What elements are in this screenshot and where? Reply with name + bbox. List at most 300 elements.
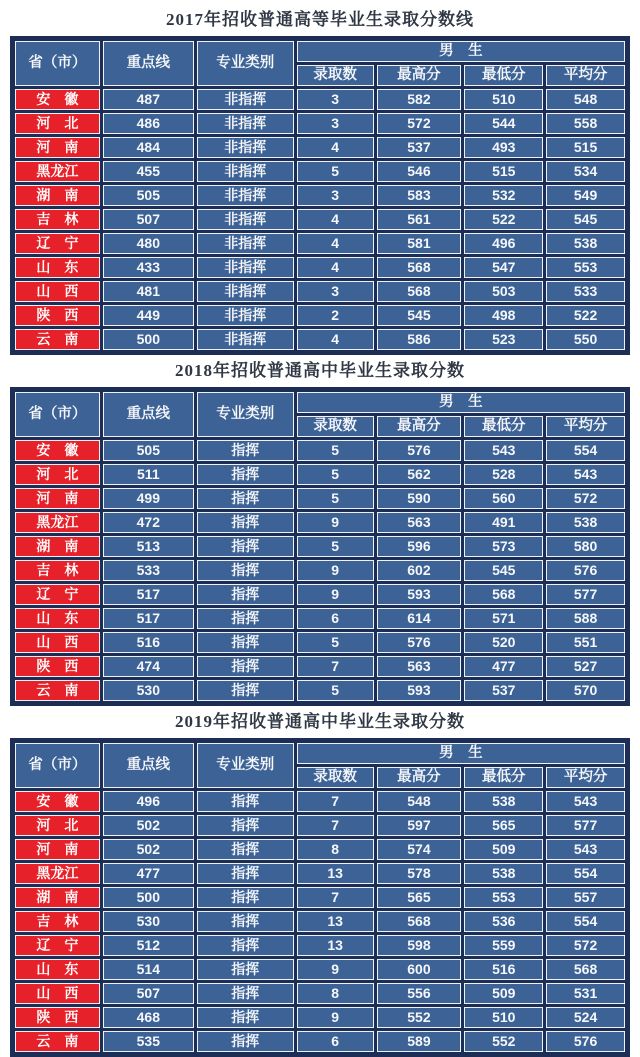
header-max-score: 最高分 xyxy=(377,767,462,788)
max-score-cell: 578 xyxy=(377,863,462,884)
max-score-cell: 602 xyxy=(377,560,462,581)
min-score-cell: 509 xyxy=(464,983,543,1004)
header-key-line: 重点线 xyxy=(103,743,194,788)
score-section-2019 xyxy=(0,711,640,1057)
admit-count-cell: 5 xyxy=(297,680,374,701)
min-score-cell: 532 xyxy=(464,185,543,206)
table-row xyxy=(15,305,625,326)
max-score-cell: 568 xyxy=(377,257,462,278)
min-score-cell: 498 xyxy=(464,305,543,326)
province-cell: 陕 西 xyxy=(15,305,100,326)
avg-score-cell: 534 xyxy=(546,161,625,182)
table-row xyxy=(15,911,625,932)
max-score-cell: 563 xyxy=(377,656,462,677)
table-row xyxy=(15,863,625,884)
max-score-cell: 581 xyxy=(377,233,462,254)
major-type-cell: 指挥 xyxy=(197,488,294,509)
key-line-cell: 530 xyxy=(103,911,194,932)
avg-score-cell: 545 xyxy=(546,209,625,230)
table-row xyxy=(15,161,625,182)
major-type-cell: 指挥 xyxy=(197,839,294,860)
table-row xyxy=(15,815,625,836)
admit-count-cell: 13 xyxy=(297,935,374,956)
province-cell: 山 西 xyxy=(15,632,100,653)
province-cell: 黑龙江 xyxy=(15,863,100,884)
table-row xyxy=(15,440,625,461)
admit-count-cell: 7 xyxy=(297,815,374,836)
province-cell: 河 南 xyxy=(15,488,100,509)
table-body xyxy=(15,440,625,701)
key-line-cell: 535 xyxy=(103,1031,194,1052)
province-cell: 河 北 xyxy=(15,113,100,134)
header-major-type: 专业类别 xyxy=(197,41,294,86)
min-score-cell: 510 xyxy=(464,89,543,110)
min-score-cell: 565 xyxy=(464,815,543,836)
key-line-cell: 487 xyxy=(103,89,194,110)
table-row xyxy=(15,632,625,653)
min-score-cell: 510 xyxy=(464,1007,543,1028)
province-cell: 云 南 xyxy=(15,680,100,701)
avg-score-cell: 550 xyxy=(546,329,625,350)
table-row xyxy=(15,488,625,509)
min-score-cell: 560 xyxy=(464,488,543,509)
key-line-cell: 502 xyxy=(103,839,194,860)
admit-count-cell: 5 xyxy=(297,464,374,485)
major-type-cell: 指挥 xyxy=(197,536,294,557)
major-type-cell: 非指挥 xyxy=(197,113,294,134)
major-type-cell: 非指挥 xyxy=(197,305,294,326)
max-score-cell: 583 xyxy=(377,185,462,206)
avg-score-cell: 576 xyxy=(546,560,625,581)
table-row xyxy=(15,887,625,908)
avg-score-cell: 570 xyxy=(546,680,625,701)
header-province: 省（市） xyxy=(15,41,100,86)
header-province: 省（市） xyxy=(15,743,100,788)
table-row xyxy=(15,137,625,158)
avg-score-cell: 580 xyxy=(546,536,625,557)
major-type-cell: 指挥 xyxy=(197,815,294,836)
max-score-cell: 552 xyxy=(377,1007,462,1028)
min-score-cell: 545 xyxy=(464,560,543,581)
admit-count-cell: 5 xyxy=(297,632,374,653)
admit-count-cell: 13 xyxy=(297,911,374,932)
province-cell: 山 东 xyxy=(15,608,100,629)
min-score-cell: 496 xyxy=(464,233,543,254)
admit-count-cell: 9 xyxy=(297,1007,374,1028)
admit-count-cell: 3 xyxy=(297,185,374,206)
major-type-cell: 指挥 xyxy=(197,464,294,485)
header-min-score: 最低分 xyxy=(464,65,543,86)
avg-score-cell: 527 xyxy=(546,656,625,677)
min-score-cell: 544 xyxy=(464,113,543,134)
admit-count-cell: 13 xyxy=(297,863,374,884)
major-type-cell: 指挥 xyxy=(197,911,294,932)
province-cell: 吉 林 xyxy=(15,911,100,932)
province-cell: 安 徽 xyxy=(15,440,100,461)
admit-count-cell: 5 xyxy=(297,536,374,557)
major-type-cell: 指挥 xyxy=(197,863,294,884)
admit-count-cell: 4 xyxy=(297,233,374,254)
avg-score-cell: 551 xyxy=(546,632,625,653)
key-line-cell: 512 xyxy=(103,935,194,956)
avg-score-cell: 558 xyxy=(546,113,625,134)
avg-score-cell: 538 xyxy=(546,233,625,254)
key-line-cell: 505 xyxy=(103,185,194,206)
avg-score-cell: 572 xyxy=(546,488,625,509)
admit-count-cell: 7 xyxy=(297,791,374,812)
major-type-cell: 非指挥 xyxy=(197,281,294,302)
table-row xyxy=(15,233,625,254)
min-score-cell: 491 xyxy=(464,512,543,533)
avg-score-cell: 554 xyxy=(546,911,625,932)
table-header xyxy=(15,392,625,437)
max-score-cell: 586 xyxy=(377,329,462,350)
table-row xyxy=(15,959,625,980)
max-score-cell: 576 xyxy=(377,632,462,653)
avg-score-cell: 557 xyxy=(546,887,625,908)
admit-count-cell: 9 xyxy=(297,959,374,980)
key-line-cell: 477 xyxy=(103,863,194,884)
key-line-cell: 486 xyxy=(103,113,194,134)
min-score-cell: 503 xyxy=(464,281,543,302)
key-line-cell: 496 xyxy=(103,791,194,812)
major-type-cell: 指挥 xyxy=(197,584,294,605)
admit-count-cell: 4 xyxy=(297,257,374,278)
table-title-2019: 2019年招收普通高中毕业生录取分数 xyxy=(175,712,465,731)
major-type-cell: 非指挥 xyxy=(197,233,294,254)
table-row xyxy=(15,935,625,956)
key-line-cell: 516 xyxy=(103,632,194,653)
admit-count-cell: 3 xyxy=(297,113,374,134)
table-row xyxy=(15,1007,625,1028)
admit-count-cell: 8 xyxy=(297,983,374,1004)
key-line-cell: 472 xyxy=(103,512,194,533)
key-line-cell: 484 xyxy=(103,137,194,158)
min-score-cell: 537 xyxy=(464,680,543,701)
key-line-cell: 517 xyxy=(103,584,194,605)
admit-count-cell: 9 xyxy=(297,512,374,533)
table-row xyxy=(15,584,625,605)
min-score-cell: 522 xyxy=(464,209,543,230)
province-cell: 云 南 xyxy=(15,1031,100,1052)
admit-count-cell: 4 xyxy=(297,329,374,350)
min-score-cell: 477 xyxy=(464,656,543,677)
table-row xyxy=(15,512,625,533)
avg-score-cell: 568 xyxy=(546,959,625,980)
major-type-cell: 非指挥 xyxy=(197,257,294,278)
major-type-cell: 非指挥 xyxy=(197,209,294,230)
key-line-cell: 499 xyxy=(103,488,194,509)
table-row xyxy=(15,281,625,302)
province-cell: 山 西 xyxy=(15,983,100,1004)
province-cell: 辽 宁 xyxy=(15,935,100,956)
major-type-cell: 非指挥 xyxy=(197,329,294,350)
key-line-cell: 500 xyxy=(103,329,194,350)
max-score-cell: 600 xyxy=(377,959,462,980)
table-row xyxy=(15,983,625,1004)
admit-count-cell: 8 xyxy=(297,839,374,860)
header-gender-group: 男 生 xyxy=(297,41,625,62)
major-type-cell: 指挥 xyxy=(197,983,294,1004)
province-cell: 辽 宁 xyxy=(15,233,100,254)
major-type-cell: 指挥 xyxy=(197,1031,294,1052)
table-row xyxy=(15,839,625,860)
major-type-cell: 指挥 xyxy=(197,608,294,629)
header-admit-count: 录取数 xyxy=(297,767,374,788)
major-type-cell: 指挥 xyxy=(197,791,294,812)
avg-score-cell: 543 xyxy=(546,464,625,485)
max-score-cell: 565 xyxy=(377,887,462,908)
max-score-cell: 568 xyxy=(377,281,462,302)
key-line-cell: 514 xyxy=(103,959,194,980)
score-section-2017 xyxy=(0,9,640,355)
header-major-type: 专业类别 xyxy=(197,392,294,437)
key-line-cell: 455 xyxy=(103,161,194,182)
avg-score-cell: 549 xyxy=(546,185,625,206)
key-line-cell: 507 xyxy=(103,983,194,1004)
score-table-2017 xyxy=(10,36,630,355)
min-score-cell: 568 xyxy=(464,584,543,605)
province-cell: 山 西 xyxy=(15,281,100,302)
avg-score-cell: 543 xyxy=(546,791,625,812)
min-score-cell: 553 xyxy=(464,887,543,908)
key-line-cell: 480 xyxy=(103,233,194,254)
table-row xyxy=(15,185,625,206)
avg-score-cell: 533 xyxy=(546,281,625,302)
max-score-cell: 545 xyxy=(377,305,462,326)
major-type-cell: 指挥 xyxy=(197,959,294,980)
table-body xyxy=(15,791,625,1052)
avg-score-cell: 554 xyxy=(546,440,625,461)
admit-count-cell: 4 xyxy=(297,137,374,158)
min-score-cell: 493 xyxy=(464,137,543,158)
max-score-cell: 561 xyxy=(377,209,462,230)
admit-count-cell: 7 xyxy=(297,656,374,677)
province-cell: 湖 南 xyxy=(15,887,100,908)
min-score-cell: 509 xyxy=(464,839,543,860)
table-row xyxy=(15,464,625,485)
avg-score-cell: 577 xyxy=(546,584,625,605)
province-cell: 云 南 xyxy=(15,329,100,350)
max-score-cell: 582 xyxy=(377,89,462,110)
major-type-cell: 指挥 xyxy=(197,887,294,908)
major-type-cell: 非指挥 xyxy=(197,89,294,110)
min-score-cell: 573 xyxy=(464,536,543,557)
avg-score-cell: 554 xyxy=(546,863,625,884)
min-score-cell: 547 xyxy=(464,257,543,278)
major-type-cell: 非指挥 xyxy=(197,185,294,206)
header-min-score: 最低分 xyxy=(464,767,543,788)
key-line-cell: 511 xyxy=(103,464,194,485)
province-cell: 河 北 xyxy=(15,464,100,485)
max-score-cell: 590 xyxy=(377,488,462,509)
min-score-cell: 559 xyxy=(464,935,543,956)
province-cell: 河 南 xyxy=(15,839,100,860)
province-cell: 吉 林 xyxy=(15,209,100,230)
major-type-cell: 指挥 xyxy=(197,632,294,653)
major-type-cell: 指挥 xyxy=(197,560,294,581)
table-row xyxy=(15,608,625,629)
table-row xyxy=(15,89,625,110)
admit-count-cell: 9 xyxy=(297,584,374,605)
major-type-cell: 指挥 xyxy=(197,512,294,533)
major-type-cell: 指挥 xyxy=(197,1007,294,1028)
header-gender-group: 男 生 xyxy=(297,743,625,764)
header-province: 省（市） xyxy=(15,392,100,437)
header-max-score: 最高分 xyxy=(377,416,462,437)
min-score-cell: 543 xyxy=(464,440,543,461)
admit-count-cell: 7 xyxy=(297,887,374,908)
max-score-cell: 562 xyxy=(377,464,462,485)
max-score-cell: 614 xyxy=(377,608,462,629)
admit-count-cell: 3 xyxy=(297,89,374,110)
table-row xyxy=(15,536,625,557)
major-type-cell: 指挥 xyxy=(197,656,294,677)
max-score-cell: 572 xyxy=(377,113,462,134)
key-line-cell: 500 xyxy=(103,887,194,908)
table-row xyxy=(15,656,625,677)
admit-count-cell: 5 xyxy=(297,161,374,182)
avg-score-cell: 515 xyxy=(546,137,625,158)
header-key-line: 重点线 xyxy=(103,41,194,86)
province-cell: 吉 林 xyxy=(15,560,100,581)
min-score-cell: 536 xyxy=(464,911,543,932)
header-gender-group: 男 生 xyxy=(297,392,625,413)
avg-score-cell: 531 xyxy=(546,983,625,1004)
table-row xyxy=(15,257,625,278)
admit-count-cell: 2 xyxy=(297,305,374,326)
max-score-cell: 548 xyxy=(377,791,462,812)
avg-score-cell: 548 xyxy=(546,89,625,110)
table-row xyxy=(15,680,625,701)
key-line-cell: 481 xyxy=(103,281,194,302)
header-max-score: 最高分 xyxy=(377,65,462,86)
province-cell: 陕 西 xyxy=(15,1007,100,1028)
admit-count-cell: 5 xyxy=(297,440,374,461)
avg-score-cell: 538 xyxy=(546,512,625,533)
avg-score-cell: 543 xyxy=(546,839,625,860)
table-row xyxy=(15,791,625,812)
major-type-cell: 指挥 xyxy=(197,935,294,956)
avg-score-cell: 577 xyxy=(546,815,625,836)
admit-count-cell: 5 xyxy=(297,488,374,509)
key-line-cell: 505 xyxy=(103,440,194,461)
max-score-cell: 593 xyxy=(377,584,462,605)
min-score-cell: 523 xyxy=(464,329,543,350)
admit-count-cell: 4 xyxy=(297,209,374,230)
table-title-2018: 2018年招收普通高中毕业生录取分数 xyxy=(175,361,465,380)
province-cell: 河 南 xyxy=(15,137,100,158)
min-score-cell: 552 xyxy=(464,1031,543,1052)
min-score-cell: 515 xyxy=(464,161,543,182)
major-type-cell: 非指挥 xyxy=(197,137,294,158)
province-cell: 辽 宁 xyxy=(15,584,100,605)
max-score-cell: 563 xyxy=(377,512,462,533)
table-header xyxy=(15,41,625,86)
avg-score-cell: 576 xyxy=(546,1031,625,1052)
header-admit-count: 录取数 xyxy=(297,65,374,86)
max-score-cell: 537 xyxy=(377,137,462,158)
max-score-cell: 598 xyxy=(377,935,462,956)
header-key-line: 重点线 xyxy=(103,392,194,437)
header-avg-score: 平均分 xyxy=(546,65,625,86)
table-header xyxy=(15,743,625,788)
min-score-cell: 528 xyxy=(464,464,543,485)
avg-score-cell: 524 xyxy=(546,1007,625,1028)
table-row xyxy=(15,1031,625,1052)
admit-count-cell: 3 xyxy=(297,281,374,302)
max-score-cell: 574 xyxy=(377,839,462,860)
province-cell: 安 徽 xyxy=(15,89,100,110)
max-score-cell: 589 xyxy=(377,1031,462,1052)
province-cell: 安 徽 xyxy=(15,791,100,812)
max-score-cell: 546 xyxy=(377,161,462,182)
key-line-cell: 530 xyxy=(103,680,194,701)
score-table-2019 xyxy=(10,738,630,1057)
province-cell: 黑龙江 xyxy=(15,161,100,182)
province-cell: 河 北 xyxy=(15,815,100,836)
header-admit-count: 录取数 xyxy=(297,416,374,437)
province-cell: 山 东 xyxy=(15,257,100,278)
key-line-cell: 433 xyxy=(103,257,194,278)
key-line-cell: 468 xyxy=(103,1007,194,1028)
avg-score-cell: 522 xyxy=(546,305,625,326)
header-min-score: 最低分 xyxy=(464,416,543,437)
avg-score-cell: 572 xyxy=(546,935,625,956)
major-type-cell: 指挥 xyxy=(197,440,294,461)
province-cell: 山 东 xyxy=(15,959,100,980)
province-cell: 湖 南 xyxy=(15,536,100,557)
table-row xyxy=(15,209,625,230)
max-score-cell: 596 xyxy=(377,536,462,557)
key-line-cell: 513 xyxy=(103,536,194,557)
header-avg-score: 平均分 xyxy=(546,767,625,788)
province-cell: 湖 南 xyxy=(15,185,100,206)
admit-count-cell: 6 xyxy=(297,608,374,629)
table-row xyxy=(15,560,625,581)
avg-score-cell: 553 xyxy=(546,257,625,278)
score-section-2018 xyxy=(0,360,640,706)
max-score-cell: 556 xyxy=(377,983,462,1004)
max-score-cell: 593 xyxy=(377,680,462,701)
table-row xyxy=(15,113,625,134)
province-cell: 黑龙江 xyxy=(15,512,100,533)
min-score-cell: 571 xyxy=(464,608,543,629)
key-line-cell: 507 xyxy=(103,209,194,230)
avg-score-cell: 588 xyxy=(546,608,625,629)
max-score-cell: 597 xyxy=(377,815,462,836)
table-row xyxy=(15,329,625,350)
key-line-cell: 474 xyxy=(103,656,194,677)
key-line-cell: 502 xyxy=(103,815,194,836)
key-line-cell: 533 xyxy=(103,560,194,581)
max-score-cell: 576 xyxy=(377,440,462,461)
key-line-cell: 449 xyxy=(103,305,194,326)
admit-count-cell: 6 xyxy=(297,1031,374,1052)
min-score-cell: 516 xyxy=(464,959,543,980)
min-score-cell: 538 xyxy=(464,791,543,812)
province-cell: 陕 西 xyxy=(15,656,100,677)
major-type-cell: 指挥 xyxy=(197,680,294,701)
min-score-cell: 538 xyxy=(464,863,543,884)
major-type-cell: 非指挥 xyxy=(197,161,294,182)
table-body xyxy=(15,89,625,350)
min-score-cell: 520 xyxy=(464,632,543,653)
header-major-type: 专业类别 xyxy=(197,743,294,788)
key-line-cell: 517 xyxy=(103,608,194,629)
header-avg-score: 平均分 xyxy=(546,416,625,437)
max-score-cell: 568 xyxy=(377,911,462,932)
